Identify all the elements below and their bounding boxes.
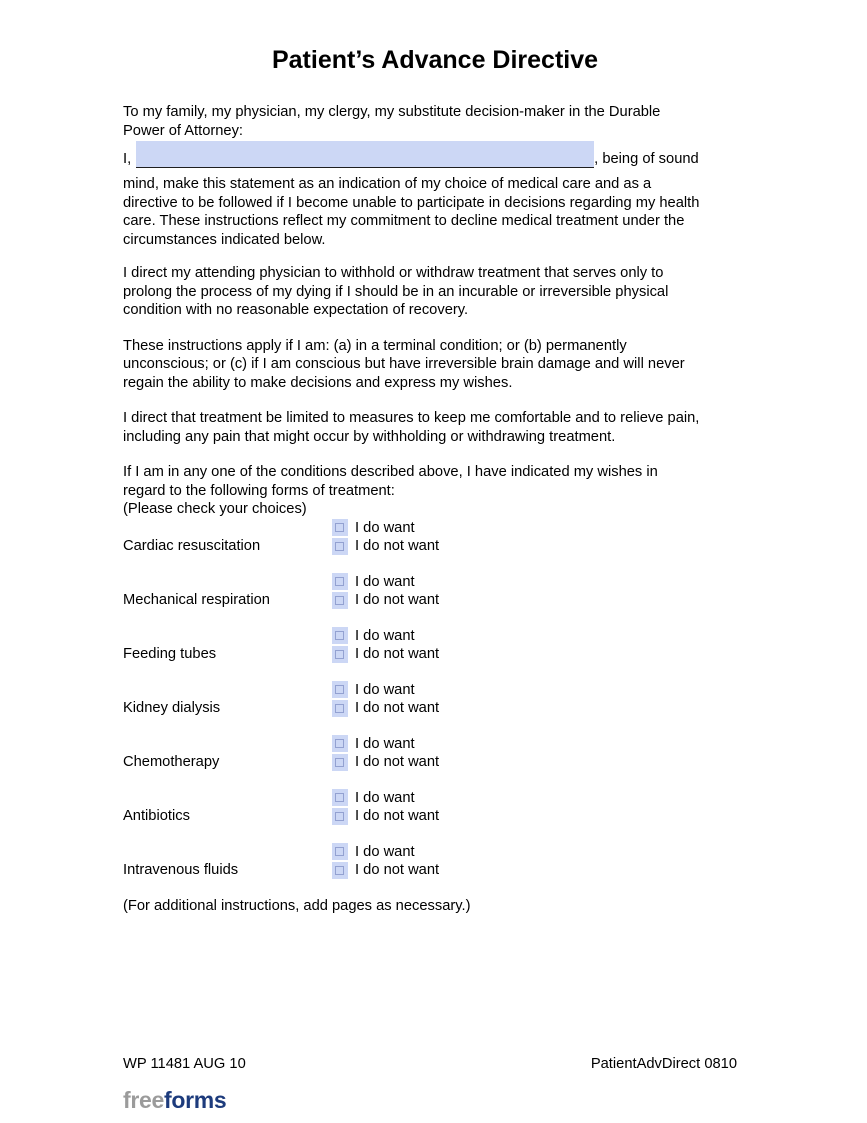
want-checkbox[interactable]	[332, 519, 348, 536]
want-label: I do want	[355, 735, 415, 752]
footer-form-code: WP 11481 AUG 10	[123, 1056, 246, 1072]
treatment-label: Antibiotics	[123, 808, 190, 824]
option-row	[332, 573, 439, 592]
want-checkbox[interactable]	[332, 627, 348, 644]
name-input[interactable]	[136, 141, 594, 168]
not-want-checkbox[interactable]	[332, 538, 348, 555]
treatment-label: Kidney dialysis	[123, 700, 221, 716]
additional-instructions-note: (For additional instructions, add pages as necessary.)	[123, 897, 471, 914]
paragraph-line: These instructions apply if I am: (a) in a terminal condition; or (b) permanently	[123, 337, 627, 354]
option-row	[332, 681, 439, 700]
option-row	[332, 807, 439, 826]
paragraph-line: mind, make this statement as an indication of my choice of medical care and as a	[123, 176, 652, 192]
want-checkbox[interactable]	[332, 789, 348, 806]
paragraph-line: condition with no reasonable expectation of recovery.	[123, 302, 469, 318]
choices-intro-paragraph	[123, 463, 747, 519]
paragraph-line: Power of Attorney:	[123, 122, 244, 139]
treatment-row-chemotherapy	[123, 735, 747, 772]
paragraph-line: unconscious; or (c) if I am conscious but have irreversible brain damage and will never	[123, 356, 685, 372]
want-label: I do want	[355, 573, 415, 590]
name-suffix-label: , being of sound	[594, 150, 699, 167]
not-want-checkbox[interactable]	[332, 808, 348, 825]
treatment-options	[332, 519, 439, 556]
not-want-label: I do not want	[355, 592, 440, 608]
not-want-label: I do not want	[355, 646, 440, 662]
want-label: I do want	[355, 519, 415, 536]
not-want-checkbox[interactable]	[332, 862, 348, 879]
not-want-label: I do not want	[355, 754, 440, 770]
paragraph-line: care. These instructions reflect my commitment to decline medical treatment under the	[123, 213, 685, 229]
paragraph-line: To my family, my physician, my clergy, my substitute decision-maker in the Durable	[123, 104, 661, 120]
treatment-label: Mechanical respiration	[123, 592, 270, 608]
want-checkbox[interactable]	[332, 573, 348, 590]
paragraph-line: regard to the following forms of treatment:	[123, 482, 395, 499]
not-want-checkbox[interactable]	[332, 754, 348, 771]
want-checkbox[interactable]	[332, 681, 348, 698]
paragraph-line: regain the ability to make decisions and express my wishes.	[123, 374, 513, 391]
not-want-checkbox[interactable]	[332, 592, 348, 609]
want-label: I do want	[355, 843, 415, 860]
treatment-row-mechanical-respiration	[123, 573, 747, 610]
treatment-options	[332, 735, 439, 772]
treatment-row-cardiac-resuscitation	[123, 519, 747, 556]
treatment-options	[332, 843, 439, 880]
option-row	[332, 843, 439, 862]
page-title: Patient’s Advance Directive	[271, 46, 599, 74]
option-row	[332, 789, 439, 808]
treatment-options	[332, 789, 439, 826]
treatment-row-intravenous-fluids	[123, 843, 747, 880]
treatment-row-feeding-tubes	[123, 627, 747, 664]
option-row	[332, 519, 439, 538]
not-want-label: I do not want	[355, 700, 440, 716]
comfort-paragraph	[123, 409, 747, 446]
paragraph-line: If I am in any one of the conditions described above, I have indicated my wishes in	[123, 464, 658, 480]
treatments-list	[123, 519, 747, 880]
option-row	[332, 537, 439, 556]
option-row	[332, 591, 439, 610]
want-checkbox[interactable]	[332, 843, 348, 860]
want-checkbox[interactable]	[332, 735, 348, 752]
not-want-label: I do not want	[355, 538, 440, 554]
option-row	[332, 753, 439, 772]
paragraph-line: circumstances indicated below.	[123, 231, 326, 248]
logo-forms-text: forms	[164, 1086, 227, 1113]
declaration-paragraph	[123, 175, 747, 249]
paragraph-line: prolong the process of my dying if I should be in an incurable or irreversible physical	[123, 283, 669, 300]
not-want-label: I do not want	[355, 862, 440, 878]
footer	[123, 1055, 747, 1074]
paragraph-line: including any pain that might occur by withholding or withdrawing treatment.	[123, 428, 616, 445]
freeforms-logo	[123, 1087, 747, 1114]
treatment-options	[332, 681, 439, 718]
conditions-paragraph	[123, 337, 747, 393]
treatment-label: Chemotherapy	[123, 754, 220, 770]
not-want-checkbox[interactable]	[332, 700, 348, 717]
directive-paragraph	[123, 264, 747, 320]
want-label: I do want	[355, 681, 415, 698]
not-want-label: I do not want	[355, 808, 440, 824]
treatment-label: Intravenous fluids	[123, 862, 239, 878]
logo-free-text: free	[123, 1086, 164, 1113]
option-row	[332, 645, 439, 664]
paragraph-line: I direct my attending physician to withhold or withdraw treatment that serves only to	[123, 265, 664, 281]
treatment-options	[332, 573, 439, 610]
want-label: I do want	[355, 789, 415, 806]
declaration-name-row	[123, 140, 747, 168]
footer-doc-code: PatientAdvDirect 0810	[590, 1056, 737, 1072]
treatment-row-kidney-dialysis	[123, 681, 747, 718]
treatment-options	[332, 627, 439, 664]
want-label: I do want	[355, 627, 415, 644]
name-prefix-label: I,	[123, 150, 132, 167]
intro-paragraph	[123, 103, 747, 140]
check-choices-note: (Please check your choices)	[123, 501, 307, 517]
treatment-row-antibiotics	[123, 789, 747, 826]
paragraph-line: I direct that treatment be limited to measures to keep me comfortable and to relieve pain,	[123, 410, 700, 426]
option-row	[332, 861, 439, 880]
paragraph-line: directive to be followed if I become unable to participate in decisions regarding my health	[123, 194, 700, 211]
option-row	[332, 699, 439, 718]
option-row	[332, 627, 439, 646]
not-want-checkbox[interactable]	[332, 646, 348, 663]
treatment-label: Feeding tubes	[123, 646, 217, 662]
treatment-label: Cardiac resuscitation	[123, 538, 261, 554]
option-row	[332, 735, 439, 754]
